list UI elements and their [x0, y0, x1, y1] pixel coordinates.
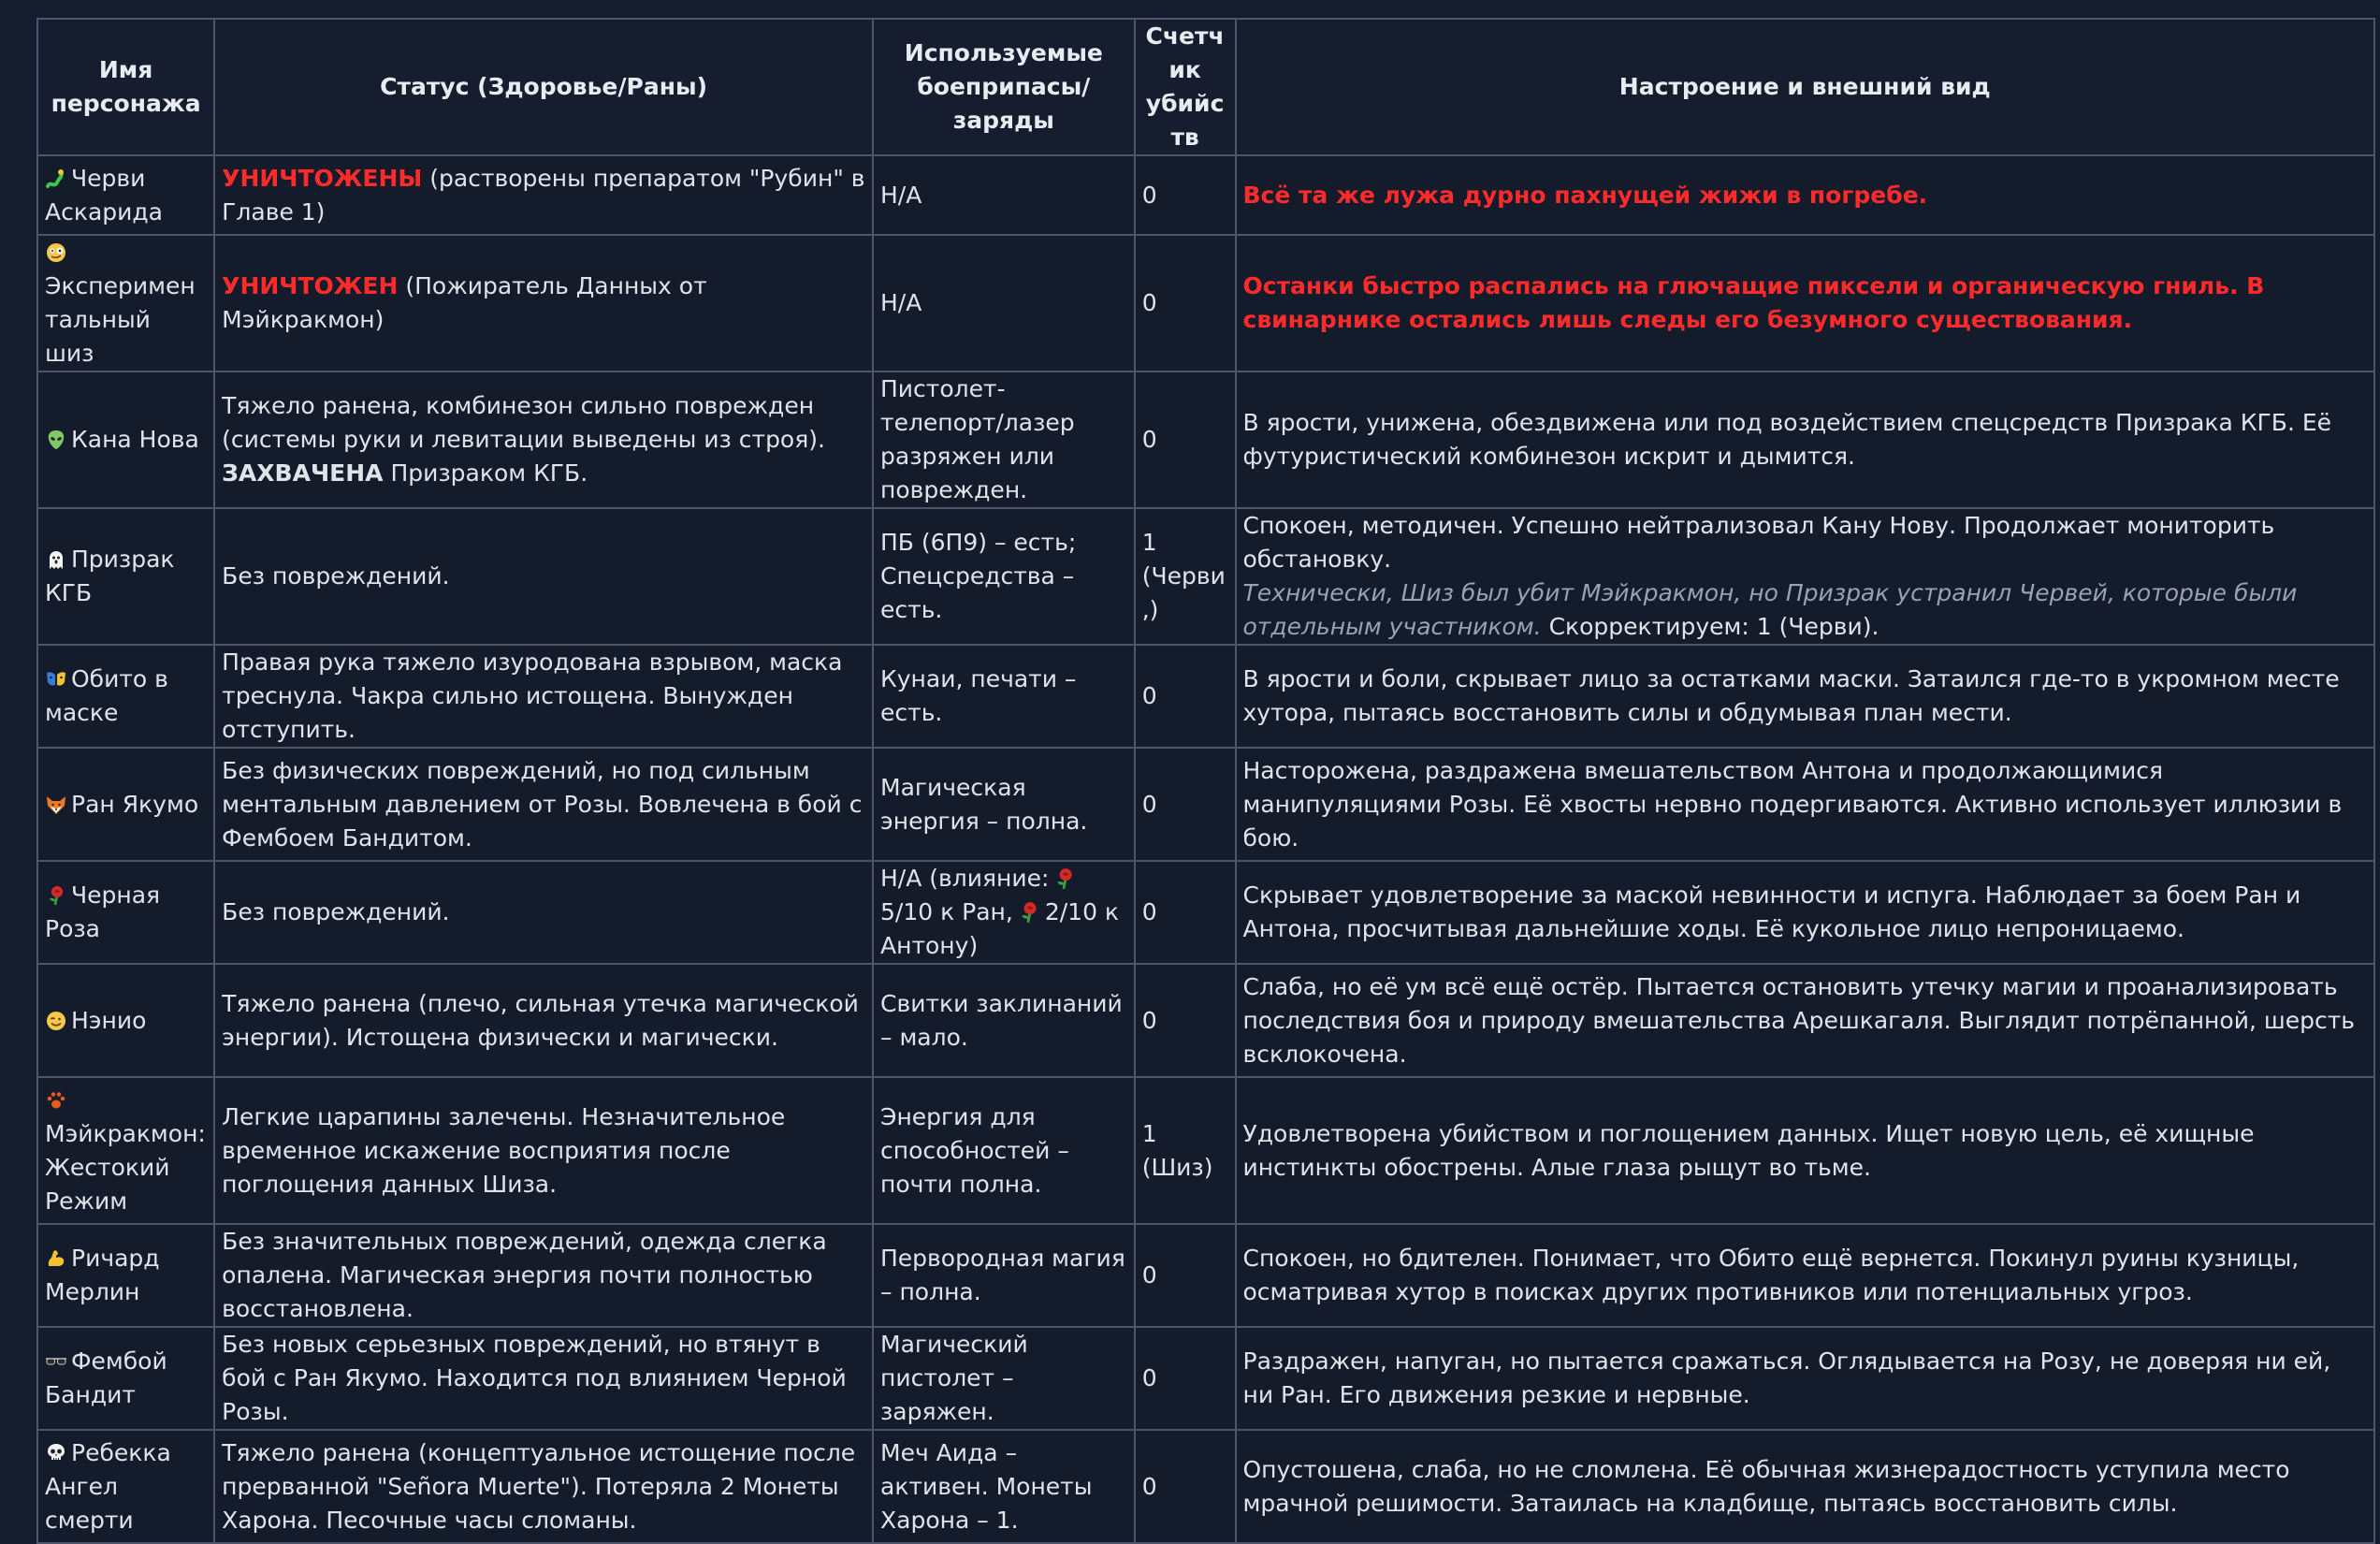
kills-cell: 1 (Черви,)	[1135, 508, 1236, 645]
status-cell: Без значительных повреждений, одежда слегка опалена. Магическая энергия почти полностью восстановлена.	[214, 1224, 873, 1327]
status-cell: Без повреждений.	[214, 861, 873, 964]
influence-anton: 2/10 к Антону)	[880, 898, 1120, 959]
kills-cell: 0	[1135, 371, 1236, 508]
smile-icon	[45, 1008, 67, 1030]
mood-note: Технически, Шиз был убит Мэйкракмон, но Призрак устранил Червей, которые были отдельным участником.	[1242, 579, 2298, 640]
table-row	[37, 964, 2374, 1077]
rose-icon	[1017, 900, 1041, 925]
character-name-cell	[37, 371, 214, 508]
status-text: (Пожиратель Данных от Мэйкракмон)	[222, 272, 707, 333]
table-row	[37, 645, 2374, 748]
mask-icon	[45, 666, 67, 689]
ammo-cell: Магический пистолет – заряжен.	[873, 1327, 1135, 1430]
table-row	[37, 155, 2374, 235]
character-name-cell	[37, 1077, 214, 1224]
status-text-post: Призраком КГБ.	[383, 459, 588, 487]
captured-label: ЗАХВАЧЕНА	[222, 459, 384, 487]
destroyed-label: УНИЧТОЖЕНЫ	[222, 164, 423, 192]
table-header-row	[37, 19, 2374, 155]
fox-icon	[45, 792, 67, 814]
kills-cell: 0	[1135, 1430, 1236, 1543]
status-cell: Легкие царапины залечены. Незначительное временное искажение восприятия после поглощения данных Шиза.	[214, 1077, 873, 1224]
kills-cell: 0	[1135, 155, 1236, 235]
character-name-cell	[37, 235, 214, 371]
character-name: Ран Якумо	[71, 790, 199, 818]
character-name-cell	[37, 508, 214, 645]
mood-cell: Опустошена, слаба, но не сломлена. Её обычная жизнерадостность уступила место мрачной решимости. Затаилась на кладбище, пытаясь восстановить силы.	[1236, 1430, 2375, 1543]
worm-icon	[45, 166, 67, 188]
mood-cell: Насторожена, раздражена вмешательством Антона и продолжающимися манипуляциями Розы. Её хвосты нервно подергиваются. Активно использует иллюзии в бою.	[1236, 748, 2375, 861]
ammo-text: Н/А (влияние:	[880, 865, 1050, 892]
kills-cell: 1 (Шиз)	[1135, 1077, 1236, 1224]
mood-cell: Останки быстро распались на глючащие пиксели и органическую гниль. В свинарнике остались лишь следы его безумного существования.	[1236, 235, 2375, 371]
character-name: Призрак КГБ	[45, 546, 175, 606]
table-row	[37, 1077, 2374, 1224]
rose-icon	[1052, 867, 1077, 891]
ammo-cell: Энергия для способностей – почти полна.	[873, 1077, 1135, 1224]
character-name-cell	[37, 645, 214, 748]
header-status: Статус (Здоровье/Раны)	[214, 19, 873, 155]
ammo-cell: ПБ (6П9) – есть; Спецсредства – есть.	[873, 508, 1135, 645]
character-name-cell	[37, 861, 214, 964]
mood-cell	[1236, 508, 2375, 645]
mood-cell: Слаба, но её ум всё ещё остёр. Пытается остановить утечку магии и проанализировать последствия боя и природу вмешательства Арешкагаля. Выглядит потрёпанной, шерсть всклокочена.	[1236, 964, 2375, 1077]
kills-cell: 0	[1135, 964, 1236, 1077]
character-name-cell	[37, 1327, 214, 1430]
rose-icon	[45, 882, 67, 905]
mood-cell: Раздражен, напуган, но пытается сражаться. Оглядывается на Розу, не доверяя ни ей, ни Ран. Его движения резкие и нервные.	[1236, 1327, 2375, 1430]
status-cell: Тяжело ранена (концептуальное истощение после прерванной "Señora Muerte"). Потеряла 2 Монеты Харона. Песочные часы сломаны.	[214, 1430, 873, 1543]
ammo-cell: Магическая энергия – полна.	[873, 748, 1135, 861]
table-row	[37, 861, 2374, 964]
header-name: Имя персонажа	[37, 19, 214, 155]
status-text: (растворены препаратом "Рубин" в Главе 1)	[222, 164, 865, 226]
character-name: Экспериментальный шиз	[45, 272, 196, 367]
character-name: Нэнио	[71, 1006, 147, 1034]
status-cell: Без физических повреждений, но под сильным ментальным давлением от Розы. Вовлечена в бой с Фембоем Бандитом.	[214, 748, 873, 861]
kills-cell: 0	[1135, 748, 1236, 861]
ammo-cell: Первородная магия – полна.	[873, 1224, 1135, 1327]
mood-correction: Скорректируем: 1 (Черви).	[1541, 613, 1879, 640]
skull-icon	[45, 1440, 67, 1463]
kills-cell: 0	[1135, 645, 1236, 748]
mood-cell: Удовлетворена убийством и поглощением данных. Ищет новую цель, её хищные инстинкты обострены. Алые глаза рыщут во тьме.	[1236, 1077, 2375, 1224]
alien-icon	[45, 427, 67, 449]
ammo-cell: Кунаи, печати – есть.	[873, 645, 1135, 748]
mood-cell: В ярости и боли, скрывает лицо за остатками маски. Затаился где-то в укромном месте хутора, пытаясь восстановить силы и обдумывая план мести.	[1236, 645, 2375, 748]
character-name: Черви Аскарида	[45, 164, 163, 226]
ammo-cell: Свитки заклинаний – мало.	[873, 964, 1135, 1077]
kills-cell: 0	[1135, 1327, 1236, 1430]
status-cell: Правая рука тяжело изуродована взрывом, маска треснула. Чакра сильно истощена. Вынужден отступить.	[214, 645, 873, 748]
status-cell	[214, 235, 873, 371]
table-row	[37, 1430, 2374, 1543]
mood-cell: Всё та же лужа дурно пахнущей жижи в погребе.	[1236, 155, 2375, 235]
ammo-cell: Н/А	[873, 155, 1135, 235]
status-cell	[214, 371, 873, 508]
table-row	[37, 1327, 2374, 1430]
kills-cell: 0	[1135, 861, 1236, 964]
table-row	[37, 1224, 2374, 1327]
header-ammo: Используемые боеприпасы/заряды	[873, 19, 1135, 155]
header-kills: Счетчик убийств	[1135, 19, 1236, 155]
character-name: Фембой Бандит	[45, 1347, 167, 1408]
mood-cell: В ярости, унижена, обездвижена или под воздействием спецсредств Призрака КГБ. Её футуристический комбинезон искрит и дымится.	[1236, 371, 2375, 508]
status-text: Тяжело ранена, комбинезон сильно поврежден (системы руки и левитации выведены из строя).	[222, 392, 825, 453]
character-name-cell	[37, 964, 214, 1077]
character-name-cell	[37, 748, 214, 861]
crazy-face-icon	[45, 240, 67, 262]
status-cell: Без новых серьезных повреждений, но втянут в бой с Ран Якумо. Находится под влиянием Черной Розы.	[214, 1327, 873, 1430]
character-name: Черная Роза	[45, 881, 161, 942]
character-name: Ричард Мерлин	[45, 1245, 160, 1305]
ammo-cell: Меч Аида – активен. Монеты Харона – 1.	[873, 1430, 1135, 1543]
muscle-icon	[45, 1245, 67, 1268]
mood-cell: Скрывает удовлетворение за маской невинности и испуга. Наблюдает за боем Ран и Антона, просчитывая дальнейшие ходы. Её кукольное лицо непроницаемо.	[1236, 861, 2375, 964]
table-row	[37, 371, 2374, 508]
ammo-cell: Н/А	[873, 235, 1135, 371]
status-cell: Без повреждений.	[214, 508, 873, 645]
character-name-cell	[37, 1430, 214, 1543]
mood-text: Спокоен, методичен. Успешно нейтрализовал Кану Нову. Продолжает мониторить обстановку.	[1242, 512, 2275, 573]
character-name: Обито в маске	[45, 665, 168, 726]
character-name-cell	[37, 155, 214, 235]
table-row	[37, 748, 2374, 861]
ghost-icon	[45, 546, 67, 569]
character-name-cell	[37, 1224, 214, 1327]
table-row	[37, 508, 2374, 645]
influence-ran: 5/10 к Ран,	[880, 898, 1013, 925]
table-row	[37, 235, 2374, 371]
header-mood: Настроение и внешний вид	[1236, 19, 2375, 155]
ammo-cell: Пистолет-телепорт/лазер разряжен или поврежден.	[873, 371, 1135, 508]
character-name: Ребекка Ангел смерти	[45, 1438, 171, 1534]
paw-icon	[45, 1087, 67, 1110]
kills-cell: 0	[1135, 1224, 1236, 1327]
destroyed-label: УНИЧТОЖЕН	[222, 272, 399, 299]
character-name: Мэйкракмон: Жестокий Режим	[45, 1119, 206, 1215]
mood-cell: Спокоен, но бдителен. Понимает, что Обито ещё вернется. Покинул руины кузницы, осматривая хутор в поисках других противников или потенциальных угроз.	[1236, 1224, 2375, 1327]
sunglasses-icon	[45, 1348, 67, 1371]
character-name: Кана Нова	[71, 426, 199, 453]
status-cell: Тяжело ранена (плечо, сильная утечка магической энергии). Истощена физически и магически.	[214, 964, 873, 1077]
status-cell	[214, 155, 873, 235]
kills-cell: 0	[1135, 235, 1236, 371]
character-status-table	[36, 18, 2375, 1544]
ammo-cell	[873, 861, 1135, 964]
